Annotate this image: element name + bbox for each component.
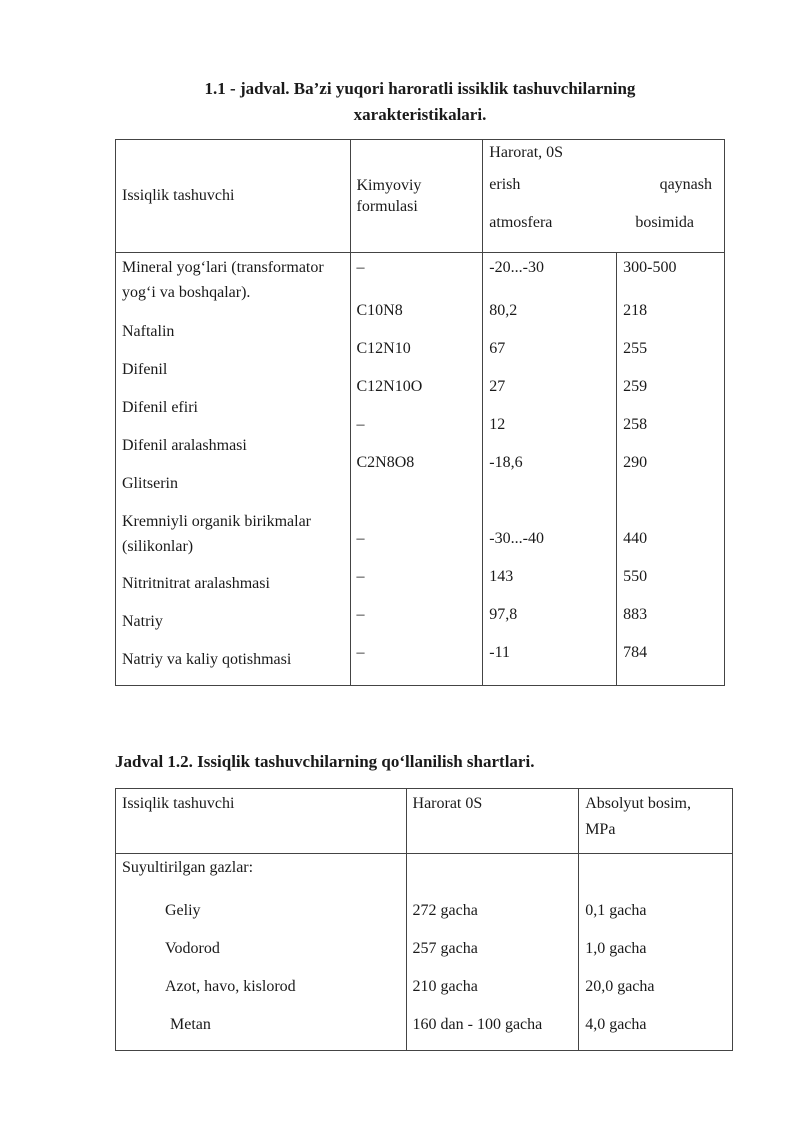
formula-item: C2N8O8 xyxy=(356,454,415,471)
carrier-item: Difenil aralashmasi xyxy=(122,437,247,454)
header-boiling: qaynash xyxy=(659,176,712,193)
t2-pressure-column xyxy=(579,854,733,1051)
melting-item: 27 xyxy=(489,378,506,395)
t2-pressure-item: 4,0 gacha xyxy=(585,1016,647,1033)
t2-header-pressure-line2: MPa xyxy=(585,821,616,838)
t2-temp-item: 160 dan - 100 gacha xyxy=(412,1016,543,1033)
boiling-column xyxy=(617,253,725,686)
t2-header-pressure-line1: Absolyut bosim, xyxy=(585,795,691,812)
boiling-item: 784 xyxy=(623,644,648,661)
carrier-item: Glitserin xyxy=(122,475,178,492)
table2-header-row xyxy=(116,789,733,854)
header-formula-line1: Kimyoviy xyxy=(356,177,422,194)
header-melting: erish xyxy=(489,176,521,193)
header-temperature xyxy=(483,140,725,253)
t2-carrier-item: Metan xyxy=(170,1016,211,1033)
t2-pressure-item: 20,0 gacha xyxy=(585,978,655,995)
melting-item: -20...-30 xyxy=(489,259,544,276)
carrier-item: Kremniyli organik birikmalar (silikonlar) xyxy=(122,513,311,555)
header-atmos-pressure xyxy=(489,204,712,242)
melting-item: 80,2 xyxy=(489,302,518,319)
boiling-item: 218 xyxy=(623,302,648,319)
formula-item: – xyxy=(356,606,365,623)
t2-carrier-item: Azot, havo, kislorod xyxy=(165,978,296,995)
formula-item: – xyxy=(356,259,365,276)
t2-header-carrier xyxy=(116,789,407,854)
t2-carrier-column xyxy=(116,854,407,1051)
header-temp-label: Harorat, 0S xyxy=(489,144,564,161)
carrier-item: Difenil xyxy=(122,361,168,378)
formula-item: C10N8 xyxy=(356,302,403,319)
carrier-column xyxy=(116,253,351,686)
t2-temp-item: 257 gacha xyxy=(412,940,478,957)
header-formula-line2: formulasi xyxy=(356,198,418,215)
table1-caption xyxy=(150,76,690,128)
carrier-item: Nitritnitrat aralashmasi xyxy=(122,575,270,592)
melting-item: -30...-40 xyxy=(489,530,544,547)
t2-pressure-item: 1,0 gacha xyxy=(585,940,647,957)
carrier-item: Natriy xyxy=(122,613,163,630)
t2-header-pressure xyxy=(579,789,733,854)
boiling-item xyxy=(623,482,718,520)
t2-temp-item: 210 gacha xyxy=(412,978,478,995)
table1-caption-line1: 1.1 - jadval. Ba’zi yuqori haroratli issiklik tashuvchilarning xyxy=(204,79,636,98)
melting-item: 97,8 xyxy=(489,606,518,623)
boiling-item: 440 xyxy=(623,530,648,547)
t2-header-temp-label: Harorat 0S xyxy=(412,795,483,812)
carrier-item: Natriy va kaliy qotishmasi xyxy=(122,651,292,668)
table2-caption: Jadval 1.2. Issiqlik tashuvchilarning qo‘llanilish shartlari. xyxy=(115,752,535,771)
formula-item: – xyxy=(356,530,365,547)
t2-temp-column xyxy=(406,854,579,1051)
boiling-item: 258 xyxy=(623,416,648,433)
t2-carrier-item: Vodorod xyxy=(165,940,220,957)
header-carrier xyxy=(116,140,351,253)
boiling-item: 300-500 xyxy=(623,259,677,276)
melting-item: 143 xyxy=(489,568,514,585)
t2-header-carrier-label: Issiqlik tashuvchi xyxy=(122,795,235,812)
table1-header-row xyxy=(116,140,725,253)
t2-header-temp xyxy=(406,789,579,854)
formula-item: – xyxy=(356,644,365,661)
formula-column xyxy=(350,253,483,686)
boiling-item: 883 xyxy=(623,606,648,623)
boiling-item: 290 xyxy=(623,454,648,471)
melting-column xyxy=(483,253,617,686)
header-carrier-label: Issiqlik tashuvchi xyxy=(122,187,235,204)
header-atmosphere: atmosfera xyxy=(489,214,553,231)
melting-item: -18,6 xyxy=(489,454,523,471)
melting-item: 12 xyxy=(489,416,506,433)
usage-conditions-table xyxy=(115,788,733,1051)
header-pressure: bosimida xyxy=(635,214,694,231)
formula-item: C12N10O xyxy=(356,378,423,395)
t2-group-label: Suyultirilgan gazlar: xyxy=(122,859,254,876)
header-melt-boil xyxy=(489,166,712,204)
carrier-item: Naftalin xyxy=(122,323,175,340)
melting-item: 67 xyxy=(489,340,506,357)
formula-item: – xyxy=(356,416,365,433)
table2-body-row xyxy=(116,854,733,1051)
melting-item xyxy=(489,482,610,520)
formula-item: C12N10 xyxy=(356,340,411,357)
boiling-item: 550 xyxy=(623,568,648,585)
boiling-item: 255 xyxy=(623,340,648,357)
t2-pressure-item: 0,1 gacha xyxy=(585,902,647,919)
melting-item: -11 xyxy=(489,644,511,661)
table1-body-row xyxy=(116,253,725,686)
t2-pressure-spacer xyxy=(585,854,726,892)
formula-item: – xyxy=(356,568,365,585)
table1-caption-line2: xarakteristikalari. xyxy=(353,105,487,124)
t2-carrier-item: Geliy xyxy=(165,902,201,919)
carrier-item: Mineral yog‘lari (transformator yog‘i va boshqalar). xyxy=(122,259,324,301)
boiling-item: 259 xyxy=(623,378,648,395)
t2-temp-item: 272 gacha xyxy=(412,902,478,919)
header-formula xyxy=(350,140,483,253)
formula-item xyxy=(357,482,477,520)
heat-carriers-table xyxy=(115,139,725,686)
carrier-item: Difenil efiri xyxy=(122,399,198,416)
t2-temp-spacer xyxy=(413,854,573,892)
